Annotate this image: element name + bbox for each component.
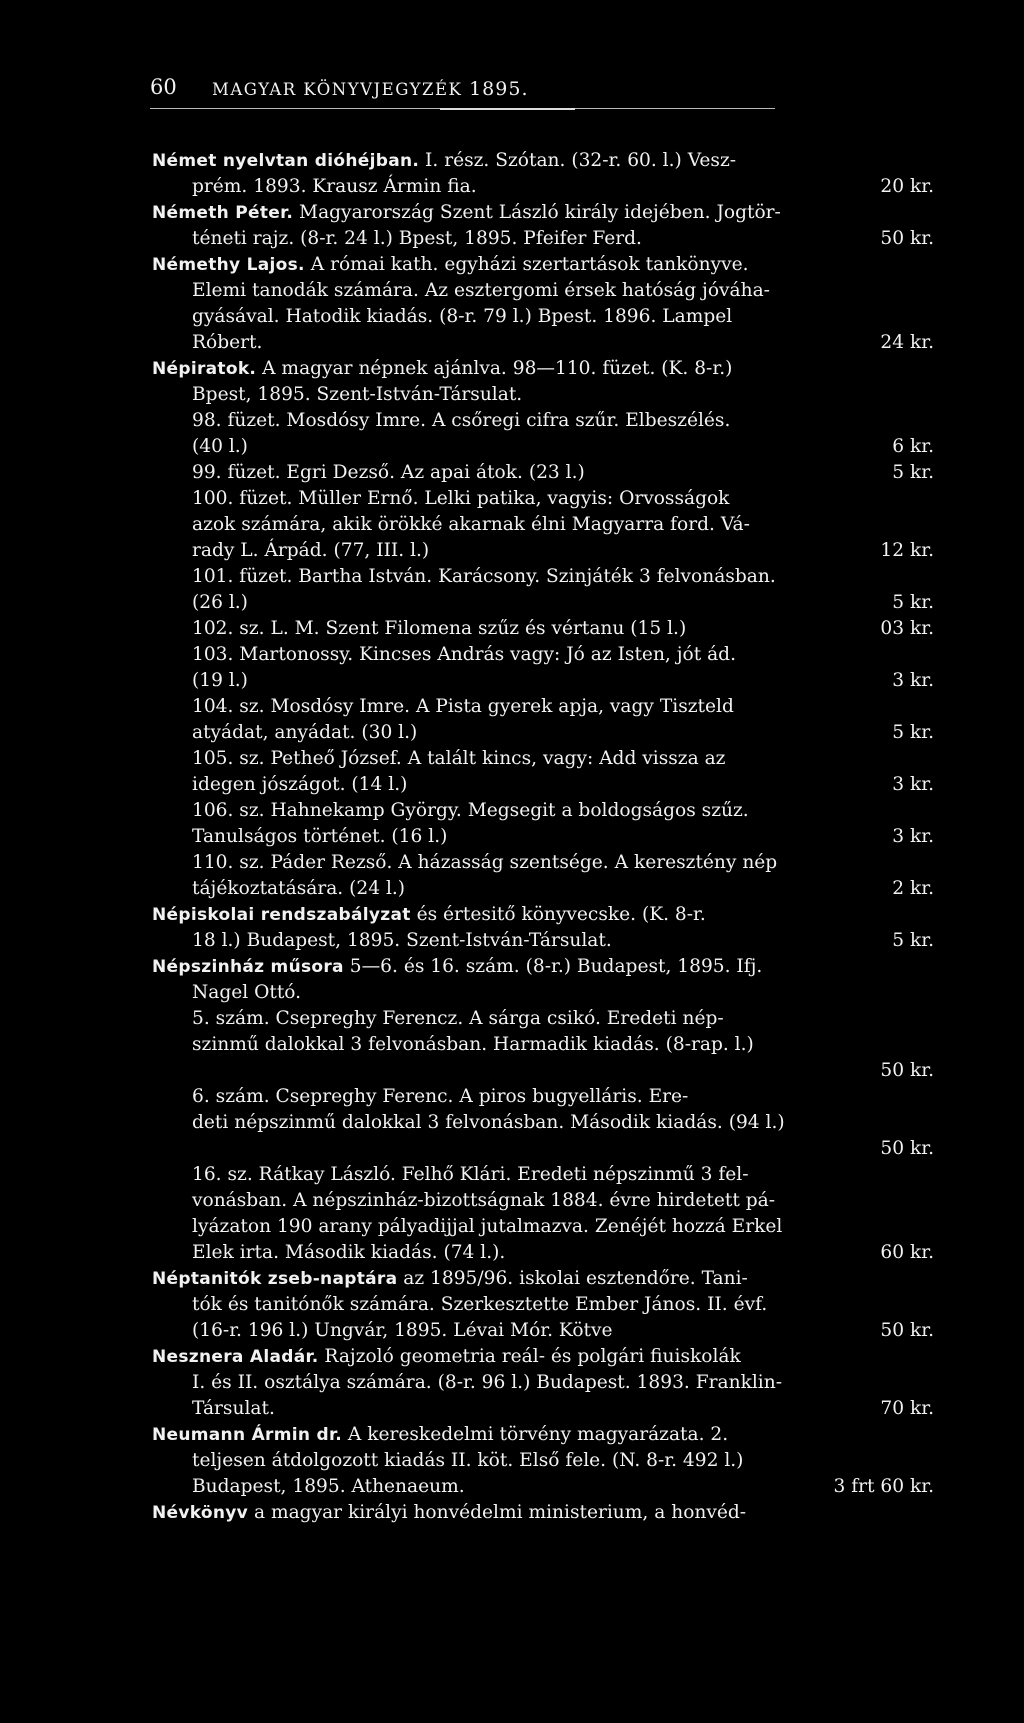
entry-line (152, 642, 934, 668)
entry-line-text (152, 902, 706, 928)
entry-line (152, 564, 934, 590)
running-header (150, 75, 930, 105)
entry-body: Bpest, 1895. Szent-István-Társulat. (192, 384, 523, 405)
entry-body: prém. 1893. Krausz Ármin fia. (192, 176, 477, 197)
entry-line-text (192, 1318, 613, 1344)
entry-price: 5 kr. (892, 722, 934, 743)
entry-body: (19 l.) (192, 670, 248, 691)
entry-line-text (192, 1214, 782, 1240)
entry-body: 6. szám. Csepreghy Ferenc. A piros bugyelláris. Ere- (192, 1086, 689, 1107)
entry-line (152, 798, 934, 824)
entry-line-text (152, 148, 736, 174)
entry-line-text (192, 694, 734, 720)
entry-line-text (152, 1344, 741, 1370)
entry-heading: Népiratok. (152, 359, 257, 379)
entry-heading: Németh Péter. (152, 203, 294, 223)
entry-line (152, 902, 934, 928)
entry-line-text (192, 850, 777, 876)
entry-line-text (192, 408, 730, 434)
entry-body: gyásával. Hatodik kiadás. (8-r. 79 l.) Bpest. 1896. Lampel (192, 306, 733, 327)
entry-body: és értesitő könyvecske. (K. 8-r. (410, 904, 706, 925)
entry-line (152, 512, 934, 538)
entry-body: Magyarország Szent László király idejében. Jogtör- (293, 202, 781, 223)
entry-line-text (192, 278, 770, 304)
entry-heading: Nesznera Aladár. (152, 1347, 319, 1367)
entry-heading: Névkönyv (152, 1503, 249, 1523)
entry-line-text (152, 252, 749, 278)
entry-line-text (192, 616, 686, 642)
entry-line-text (152, 954, 762, 980)
entry-line (152, 954, 934, 980)
entry-body: tájékoztatására. (24 l.) (192, 878, 406, 899)
entry-line-text (192, 824, 447, 850)
entry-body: Tanulságos történet. (16 l.) (192, 826, 448, 847)
entry-body: atyádat, anyádat. (30 l.) (192, 722, 418, 743)
entry-line (152, 1370, 934, 1396)
entry-price: 3 frt 60 kr. (833, 1476, 934, 1497)
entry-line (152, 434, 934, 460)
entry-line-text (192, 538, 429, 564)
entry-line (152, 1032, 934, 1058)
entry-price: 70 kr. (880, 1398, 934, 1419)
entry-line (152, 486, 934, 512)
entry-body: a magyar királyi honvédelmi ministerium, a honvéd- (248, 1502, 747, 1523)
entry-heading: Neumann Ármin dr. (152, 1425, 342, 1445)
entry-line (152, 304, 934, 330)
entry-body: 5. szám. Csepreghy Ferencz. A sárga csikó. Eredeti nép- (192, 1008, 724, 1029)
header-rule-accent (440, 108, 575, 110)
entry-price: 20 kr. (880, 176, 934, 197)
entry-body: teljesen átdolgozott kiadás II. köt. Első fele. (N. 8-r. 492 l.) (192, 1450, 744, 1471)
entry-line-text (192, 1292, 767, 1318)
entry-line-text (192, 642, 736, 668)
entry-line (152, 980, 934, 1006)
entry-line (152, 850, 934, 876)
entry-line-text (192, 304, 732, 330)
entry-body: Elemi tanodák számára. Az esztergomi érsek hatóság jóváha- (192, 280, 770, 301)
entry-line (152, 460, 934, 486)
entry-body: téneti rajz. (8-r. 24 l.) Bpest, 1895. Pfeifer Ferd. (192, 228, 642, 249)
entry-line (152, 824, 934, 850)
entry-line (152, 590, 934, 616)
entry-line (152, 1474, 934, 1500)
entry-line (152, 252, 934, 278)
entry-line-text (152, 200, 781, 226)
entry-line (152, 408, 934, 434)
entry-line (152, 1422, 934, 1448)
entry-body: Elek irta. Második kiadás. (74 l.). (192, 1242, 506, 1263)
entry-line-text (192, 486, 729, 512)
entry-line-text (192, 1188, 775, 1214)
entry-body: az 1895/96. iskolai esztendőre. Tani- (397, 1268, 748, 1289)
entry-line (152, 1006, 934, 1032)
entry-line-text (192, 512, 750, 538)
entry-price: 50 kr. (880, 228, 934, 249)
entry-line-text (152, 1422, 728, 1448)
entry-line (152, 1110, 934, 1136)
entry-body: rady L. Árpád. (77, III. l.) (192, 540, 430, 561)
entry-line-text (192, 460, 585, 486)
entry-line (152, 1344, 934, 1370)
entry-body: idegen jószágot. (14 l.) (192, 774, 408, 795)
entry-body: 102. sz. L. M. Szent Filomena szűz és vértanu (15 l.) (192, 618, 687, 639)
entry-line (152, 746, 934, 772)
entry-line (152, 1448, 934, 1474)
entry-line-text (192, 1162, 749, 1188)
entry-price: 50 kr. (880, 1138, 934, 1159)
entry-line-text (152, 1266, 748, 1292)
entry-line (152, 148, 934, 174)
entry-line-text (192, 1448, 743, 1474)
entry-line-text (192, 564, 776, 590)
entry-line-text (192, 798, 749, 824)
entry-body: I. rész. Szótan. (32-r. 60. l.) Vesz- (419, 150, 737, 171)
entry-line (152, 174, 934, 200)
entry-body: 103. Martonossy. Kincses András vagy: Jó az Isten, jót ád. (192, 644, 736, 665)
entry-line-text (152, 356, 732, 382)
entry-line (152, 1214, 934, 1240)
entry-body: (26 l.) (192, 592, 248, 613)
entry-price: 5 kr. (892, 592, 934, 613)
entry-line-text (192, 1006, 724, 1032)
entry-line (152, 1396, 934, 1422)
entry-price: 3 kr. (892, 826, 934, 847)
entry-price: 12 kr. (880, 540, 934, 561)
entry-body: Budapest, 1895. Athenaeum. (192, 1476, 465, 1497)
entry-line (152, 1136, 934, 1162)
entry-body: tók és tanitónők számára. Szerkesztette Ember János. II. évf. (192, 1294, 768, 1315)
entry-body: 100. füzet. Müller Ernő. Lelki patika, vagyis: Orvosságok (192, 488, 730, 509)
entry-line (152, 356, 934, 382)
entry-body: szinmű dalokkal 3 felvonásban. Harmadik kiadás. (8-rap. l.) (192, 1034, 754, 1055)
running-title (212, 78, 529, 100)
entry-price: 03 kr. (880, 618, 934, 639)
entry-line-text (192, 330, 262, 356)
entry-body: Nagel Ottó. (192, 982, 302, 1003)
entry-line-text (192, 1110, 785, 1136)
entry-body: (40 l.) (192, 436, 248, 457)
entry-body: A magyar népnek ajánlva. 98—110. füzet. (K. 8-r.) (256, 358, 733, 379)
entry-body: (16-r. 196 l.) Ungvár, 1895. Lévai Mór. Kötve (192, 1320, 613, 1341)
entry-price: 24 kr. (880, 332, 934, 353)
entry-line (152, 876, 934, 902)
entry-body: 99. füzet. Egri Dezső. Az apai átok. (23 l.) (192, 462, 585, 483)
entry-body: 16. sz. Rátkay László. Felhő Klári. Eredeti népszinmű 3 fel- (192, 1164, 749, 1185)
entry-line (152, 1500, 934, 1526)
entry-body: azok számára, akik örökké akarnak élni Magyarra ford. Vá- (192, 514, 750, 535)
entry-price: 3 kr. (892, 670, 934, 691)
entry-line-text (192, 1084, 688, 1110)
entry-body: Róbert. (192, 332, 263, 353)
entry-body: 110. sz. Páder Rezső. A házasság szentsége. A keresztény nép (192, 852, 778, 873)
entry-body: 101. füzet. Bartha István. Karácsony. Szinjáték 3 felvonásban. (192, 566, 776, 587)
entry-price: 60 kr. (880, 1242, 934, 1263)
running-title-text: MAGYAR KÖNYVJEGYZÉK (212, 80, 463, 99)
entry-body: 105. sz. Petheő József. A talált kincs, vagy: Add vissza az (192, 748, 726, 769)
entry-line-text (192, 876, 405, 902)
entry-heading: Népiskolai rendszabályzat (152, 905, 411, 925)
entry-body: vonásban. A népszinház-bizottságnak 1884. évre hirdetett pá- (192, 1190, 776, 1211)
entry-line (152, 928, 934, 954)
entry-line (152, 1292, 934, 1318)
entry-line-text (192, 1240, 505, 1266)
entry-line-text (192, 1474, 465, 1500)
entry-body: I. és II. osztálya számára. (8-r. 96 l.) Budapest. 1893. Franklin- (192, 1372, 783, 1393)
entry-line (152, 694, 934, 720)
entry-body: A kereskedelmi törvény magyarázata. 2. (341, 1424, 729, 1445)
entry-heading: Népszinház műsora (152, 957, 344, 977)
entry-body: Társulat. (192, 1398, 275, 1419)
entry-line (152, 1240, 934, 1266)
entry-line-text (192, 226, 642, 252)
entry-line (152, 1318, 934, 1344)
entry-body: lyázaton 190 arany pályadijjal jutalmazva. Zenéjét hozzá Erkel (192, 1216, 783, 1237)
entry-line (152, 1162, 934, 1188)
entry-line (152, 772, 934, 798)
entry-price: 2 kr. (892, 878, 934, 899)
entry-line (152, 1188, 934, 1214)
entry-line (152, 1084, 934, 1110)
entry-line-text (192, 928, 612, 954)
entry-line (152, 720, 934, 746)
entry-line (152, 278, 934, 304)
entry-body: 104. sz. Mosdósy Imre. A Pista gyerek apja, vagy Tiszteld (192, 696, 734, 717)
entry-body: 18 l.) Budapest, 1895. Szent-István-Társulat. (192, 930, 612, 951)
entry-line (152, 668, 934, 694)
entry-line-text (192, 1396, 275, 1422)
entry-line (152, 226, 934, 252)
entry-line-text (192, 382, 522, 408)
entry-heading: Némethy Lajos. (152, 255, 305, 275)
entry-price: 50 kr. (880, 1060, 934, 1081)
entry-line-text (192, 434, 248, 460)
entry-body: Rajzoló geometria reál- és polgári fiuiskolák (318, 1346, 741, 1367)
entry-heading: Néptanitók zseb-naptára (152, 1269, 398, 1289)
entry-body: 106. sz. Hahnekamp György. Megsegit a boldogságos szűz. (192, 800, 749, 821)
entry-line-text (192, 1370, 782, 1396)
entry-line-text (192, 590, 248, 616)
entry-body: 98. füzet. Mosdósy Imre. A csőregi cifra szűr. Elbeszélés. (192, 410, 731, 431)
entry-price: 5 kr. (892, 930, 934, 951)
entry-heading: Német nyelvtan dióhéjban. (152, 151, 420, 171)
entry-line (152, 382, 934, 408)
entry-body: deti népszinmű dalokkal 3 felvonásban. Második kiadás. (94 l.) (192, 1112, 785, 1133)
entry-price: 6 kr. (892, 436, 934, 457)
entry-line (152, 616, 934, 642)
entry-line-text (192, 746, 725, 772)
entry-line (152, 200, 934, 226)
entry-line (152, 330, 934, 356)
entry-line-text (192, 980, 301, 1006)
running-title-year: 1895. (469, 78, 529, 100)
entry-line-text (192, 720, 417, 746)
entry-price: 50 kr. (880, 1320, 934, 1341)
page-number: 60 (150, 75, 177, 99)
entry-body: A római kath. egyházi szertartások tankönyve. (304, 254, 749, 275)
entry-price: 3 kr. (892, 774, 934, 795)
entry-body: 5—6. és 16. szám. (8-r.) Budapest, 1895. Ifj. (343, 956, 763, 977)
entry-line-text (152, 1500, 746, 1526)
entry-line (152, 1058, 934, 1084)
entry-line-text (192, 1032, 754, 1058)
entry-line-text (192, 772, 407, 798)
entry-line-text (192, 174, 477, 200)
entry-line (152, 538, 934, 564)
entry-line (152, 1266, 934, 1292)
catalog-entries (152, 148, 934, 1708)
entry-line-text (192, 668, 248, 694)
entry-price: 5 kr. (892, 462, 934, 483)
